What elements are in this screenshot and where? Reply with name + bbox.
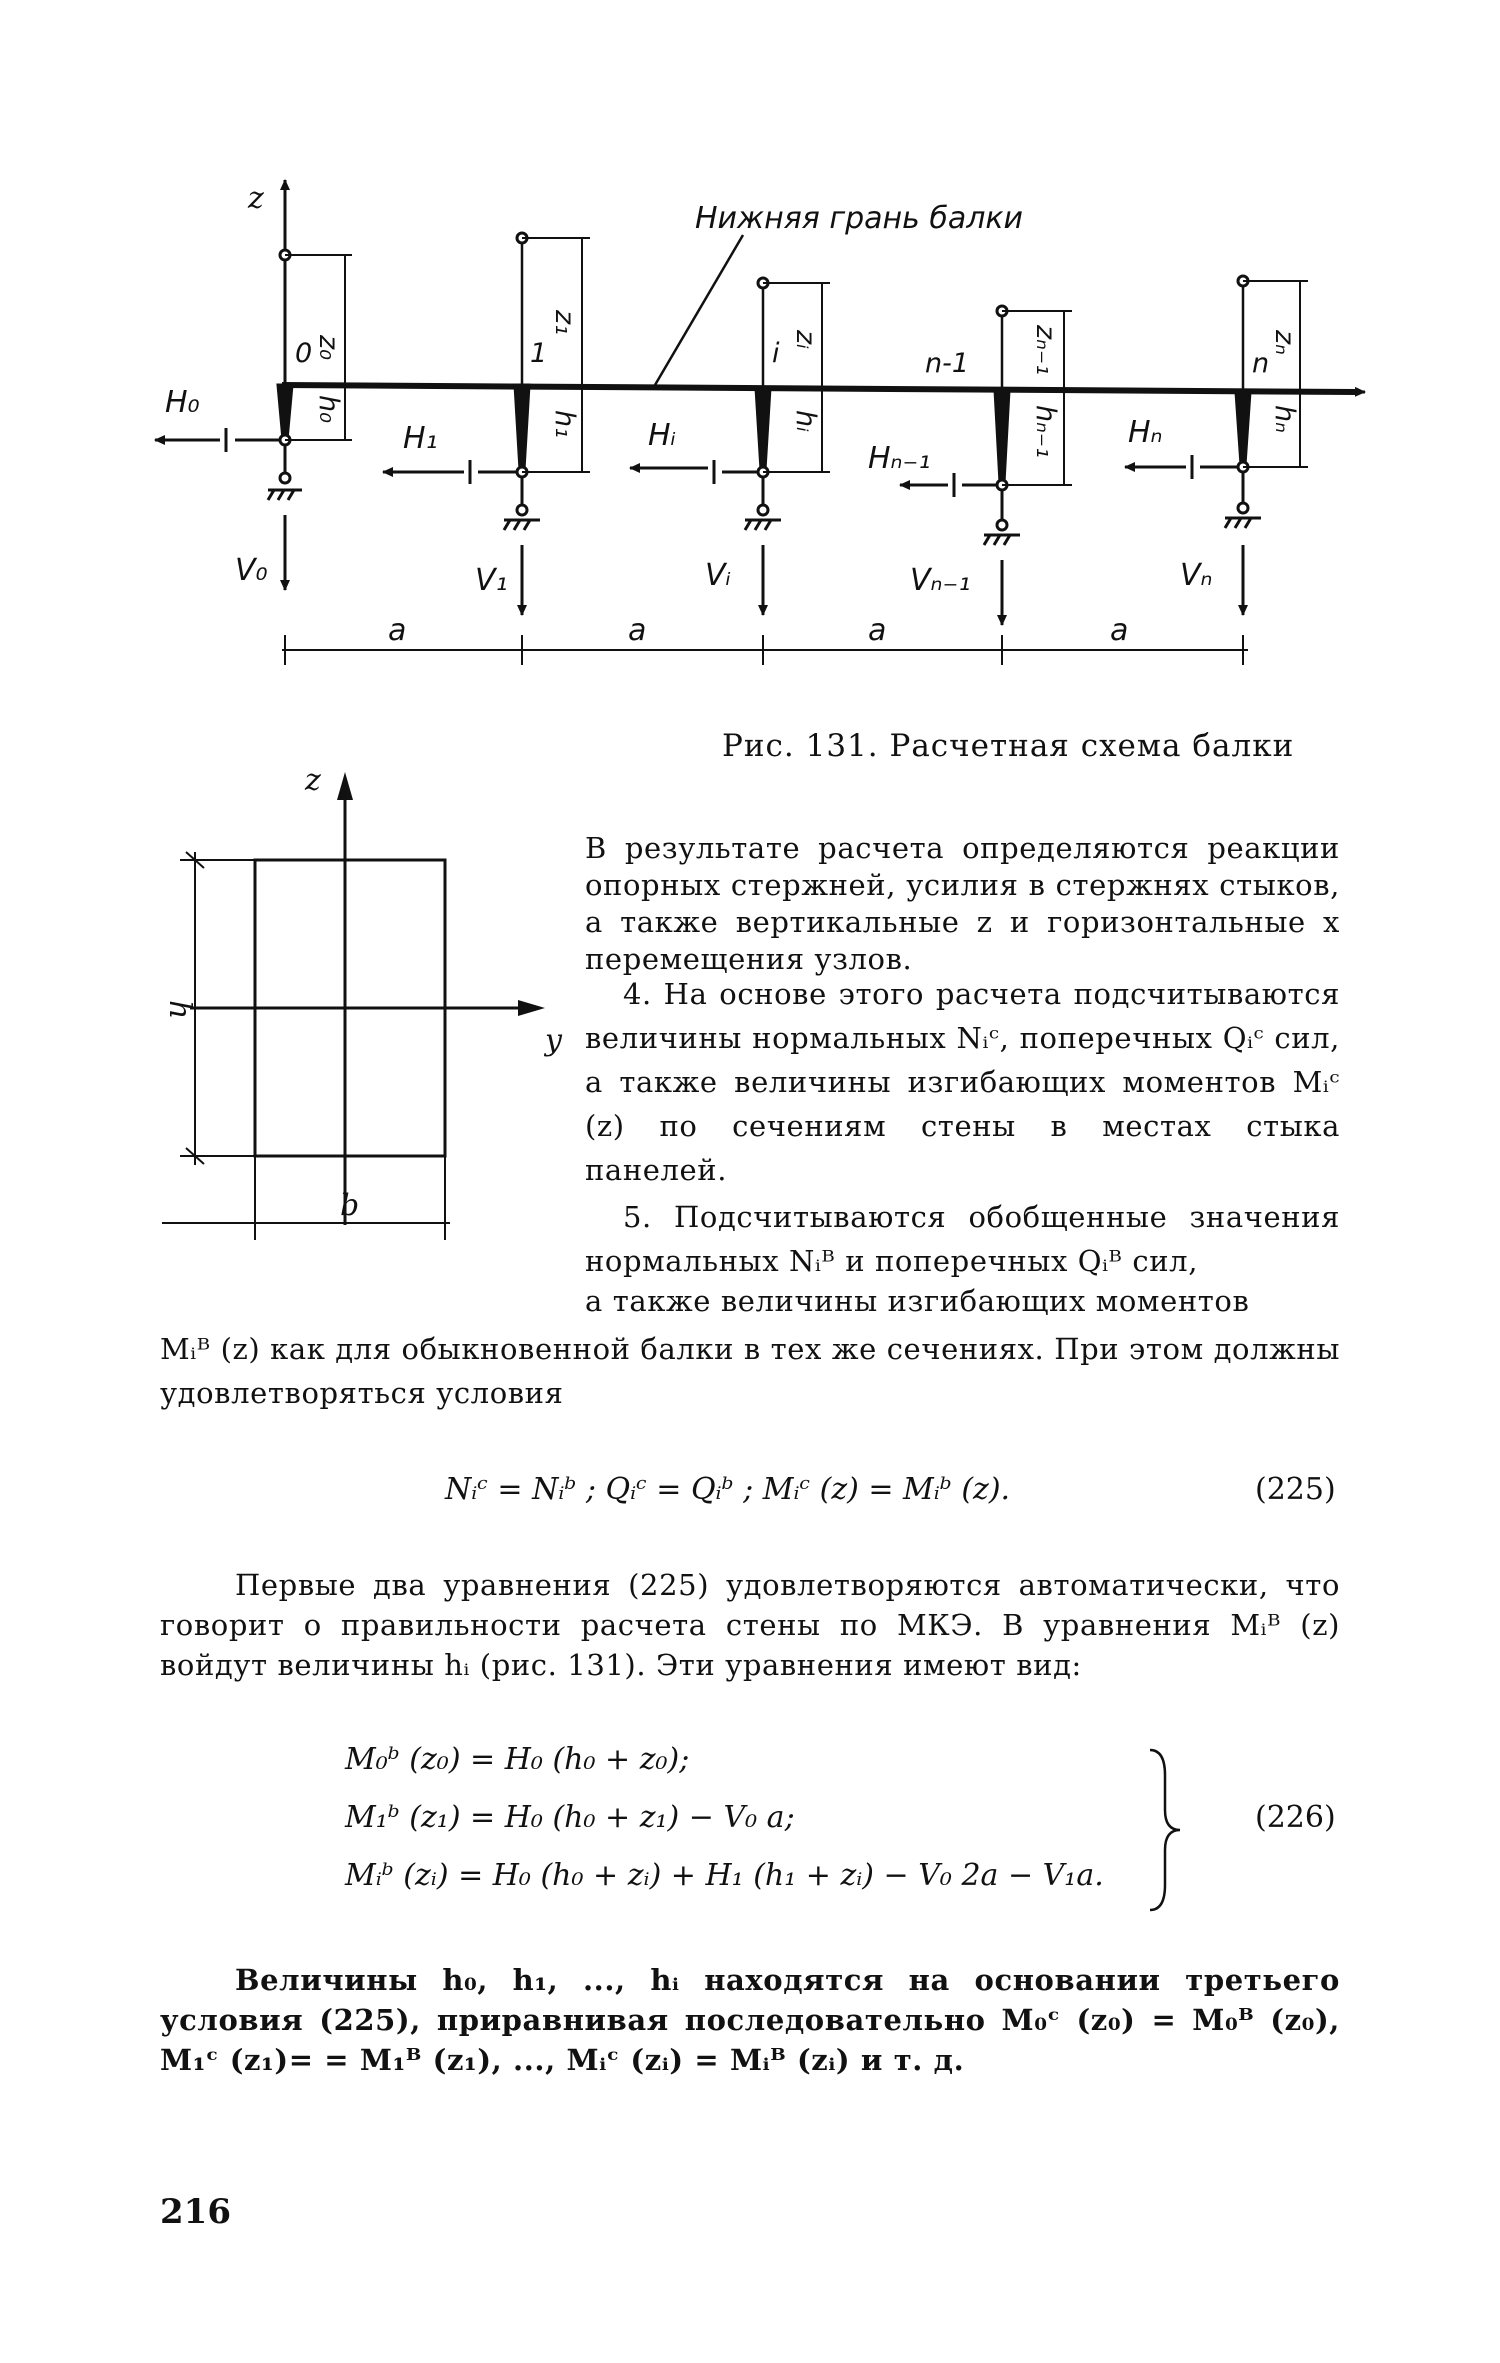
equation-226-line-2: M₁ᵇ (z₁) = H₀ (h₀ + z₁) − V₀ a;: [345, 1800, 795, 1835]
equation-226-number: (226): [1255, 1800, 1336, 1835]
paragraph-step-5a: 5. Подсчитываются обобщенные значения нормальных Nᵢᴮ и поперечных Qᵢᴮ сил,: [585, 1200, 1340, 1278]
node-label-i: i: [772, 338, 780, 369]
Vn-1-label: Vₙ₋₁: [910, 563, 971, 598]
support-n-1: [954, 306, 1020, 545]
z1-label: z₁: [549, 310, 580, 335]
section-dimensions: [162, 852, 450, 1240]
paragraph-results: В результате расчета определяются реакции опорных стержней, усилия в стержнях стыков, а также вертикальные z и горизонтальные x перемещения узлов.: [585, 831, 1340, 976]
node-label-0: 0: [295, 338, 313, 369]
y-axis-arrow: [1240, 390, 1365, 392]
span-label-4: a: [1110, 613, 1129, 648]
paragraph-step-4: 4. На основе этого расчета подсчитываются величины нормальных Nᵢᶜ, поперечных Qᵢᶜ сил, а также величины изгибающих моментов Mᵢᶜ (z) по сечениям стены в местах стыка панелей.: [585, 977, 1340, 1187]
equation-226-brace: [1145, 1745, 1185, 1915]
cross-section-figure: [150, 760, 570, 1260]
section-axis-z-label: z: [305, 763, 321, 798]
Hn-label: Hₙ: [1128, 415, 1163, 450]
hn-1-label: hₙ₋₁: [1030, 405, 1061, 458]
hi-label: hᵢ: [790, 410, 821, 432]
page-number: 216: [160, 2192, 231, 2232]
z0-label: z₀: [313, 335, 344, 360]
label-leader-line: [655, 235, 743, 385]
span-label-3: a: [868, 613, 887, 648]
Hn-1-label: Hₙ₋₁: [868, 441, 931, 476]
h0-label: h₀: [313, 395, 344, 423]
section-axis-y-label: y: [545, 1023, 562, 1058]
equation-225-number: (225): [1255, 1472, 1336, 1507]
beam-design-scheme-figure: [0, 0, 1500, 720]
paragraph-step-5c: Mᵢᴮ (z) как для обыкновенной балки в тех же сечениях. При этом должны удовлетворяться условия: [160, 1332, 1340, 1410]
H0-label: H₀: [165, 385, 200, 420]
h1-label: h₁: [549, 410, 580, 438]
V0-label: V₀: [235, 553, 268, 588]
figure-caption: Рис. 131. Расчетная схема балки: [722, 728, 1295, 764]
section-width-label: b: [340, 1188, 360, 1223]
span-label-1: a: [388, 613, 407, 648]
zn-label: zₙ: [1269, 330, 1300, 355]
Vi-label: Vᵢ: [705, 558, 731, 593]
support-1: [470, 233, 540, 530]
zn-1-label: zₙ₋₁: [1030, 325, 1061, 376]
paragraph-step-5b: а также величины изгибающих моментов: [585, 1284, 1250, 1318]
node-label-n: n: [1252, 348, 1270, 379]
equation-226-line-3: Mᵢᵇ (zᵢ) = H₀ (h₀ + zᵢ) + H₁ (h₁ + zᵢ) − V₀ 2a − V₁a.: [345, 1858, 1104, 1893]
equation-226-line-1: M₀ᵇ (z₀) = H₀ (h₀ + z₀);: [345, 1742, 690, 1777]
zi-label: zᵢ: [790, 330, 821, 349]
support-0: [226, 250, 302, 500]
node-label-1: 1: [530, 338, 548, 369]
axis-z-label: z: [248, 181, 264, 216]
beam-bottom-face-line: [282, 385, 1355, 392]
equation-225: Nᵢᶜ = Nᵢᵇ ; Qᵢᶜ = Qᵢᵇ ; Mᵢᶜ (z) = Mᵢᵇ (z).: [445, 1472, 1011, 1507]
Hi-label: Hᵢ: [648, 418, 676, 453]
paragraph-automatic: Первые два уравнения (225) удовлетворяются автоматически, что говорит о правильности расчета стены по МКЭ. В уравнения Mᵢᴮ (z) войдут величины hᵢ (рис. 131). Эти уравнения имеют вид:: [160, 1568, 1340, 1682]
paragraph-values-h: Величины h₀, h₁, ..., hᵢ находятся на основании третьего условия (225), приравнивая последовательно M₀ᶜ (z₀) = M₀ᴮ (z₀), M₁ᶜ (z₁)= = M₁ᴮ (z₁), ..., Mᵢᶜ (zᵢ) = Mᵢᴮ (zᵢ) и т. д.: [160, 1963, 1340, 2077]
H1-label: H₁: [403, 421, 438, 456]
section-height-label: h: [162, 1000, 197, 1020]
span-label-2: a: [628, 613, 647, 648]
Vn-label: Vₙ: [1180, 558, 1213, 593]
support-i: [714, 278, 781, 530]
hn-label: hₙ: [1269, 405, 1300, 433]
node-label-n-1: n-1: [925, 348, 970, 379]
V1-label: V₁: [475, 563, 508, 598]
bottom-face-label: Нижняя грань балки: [695, 201, 1024, 236]
support-n: [1192, 276, 1261, 528]
